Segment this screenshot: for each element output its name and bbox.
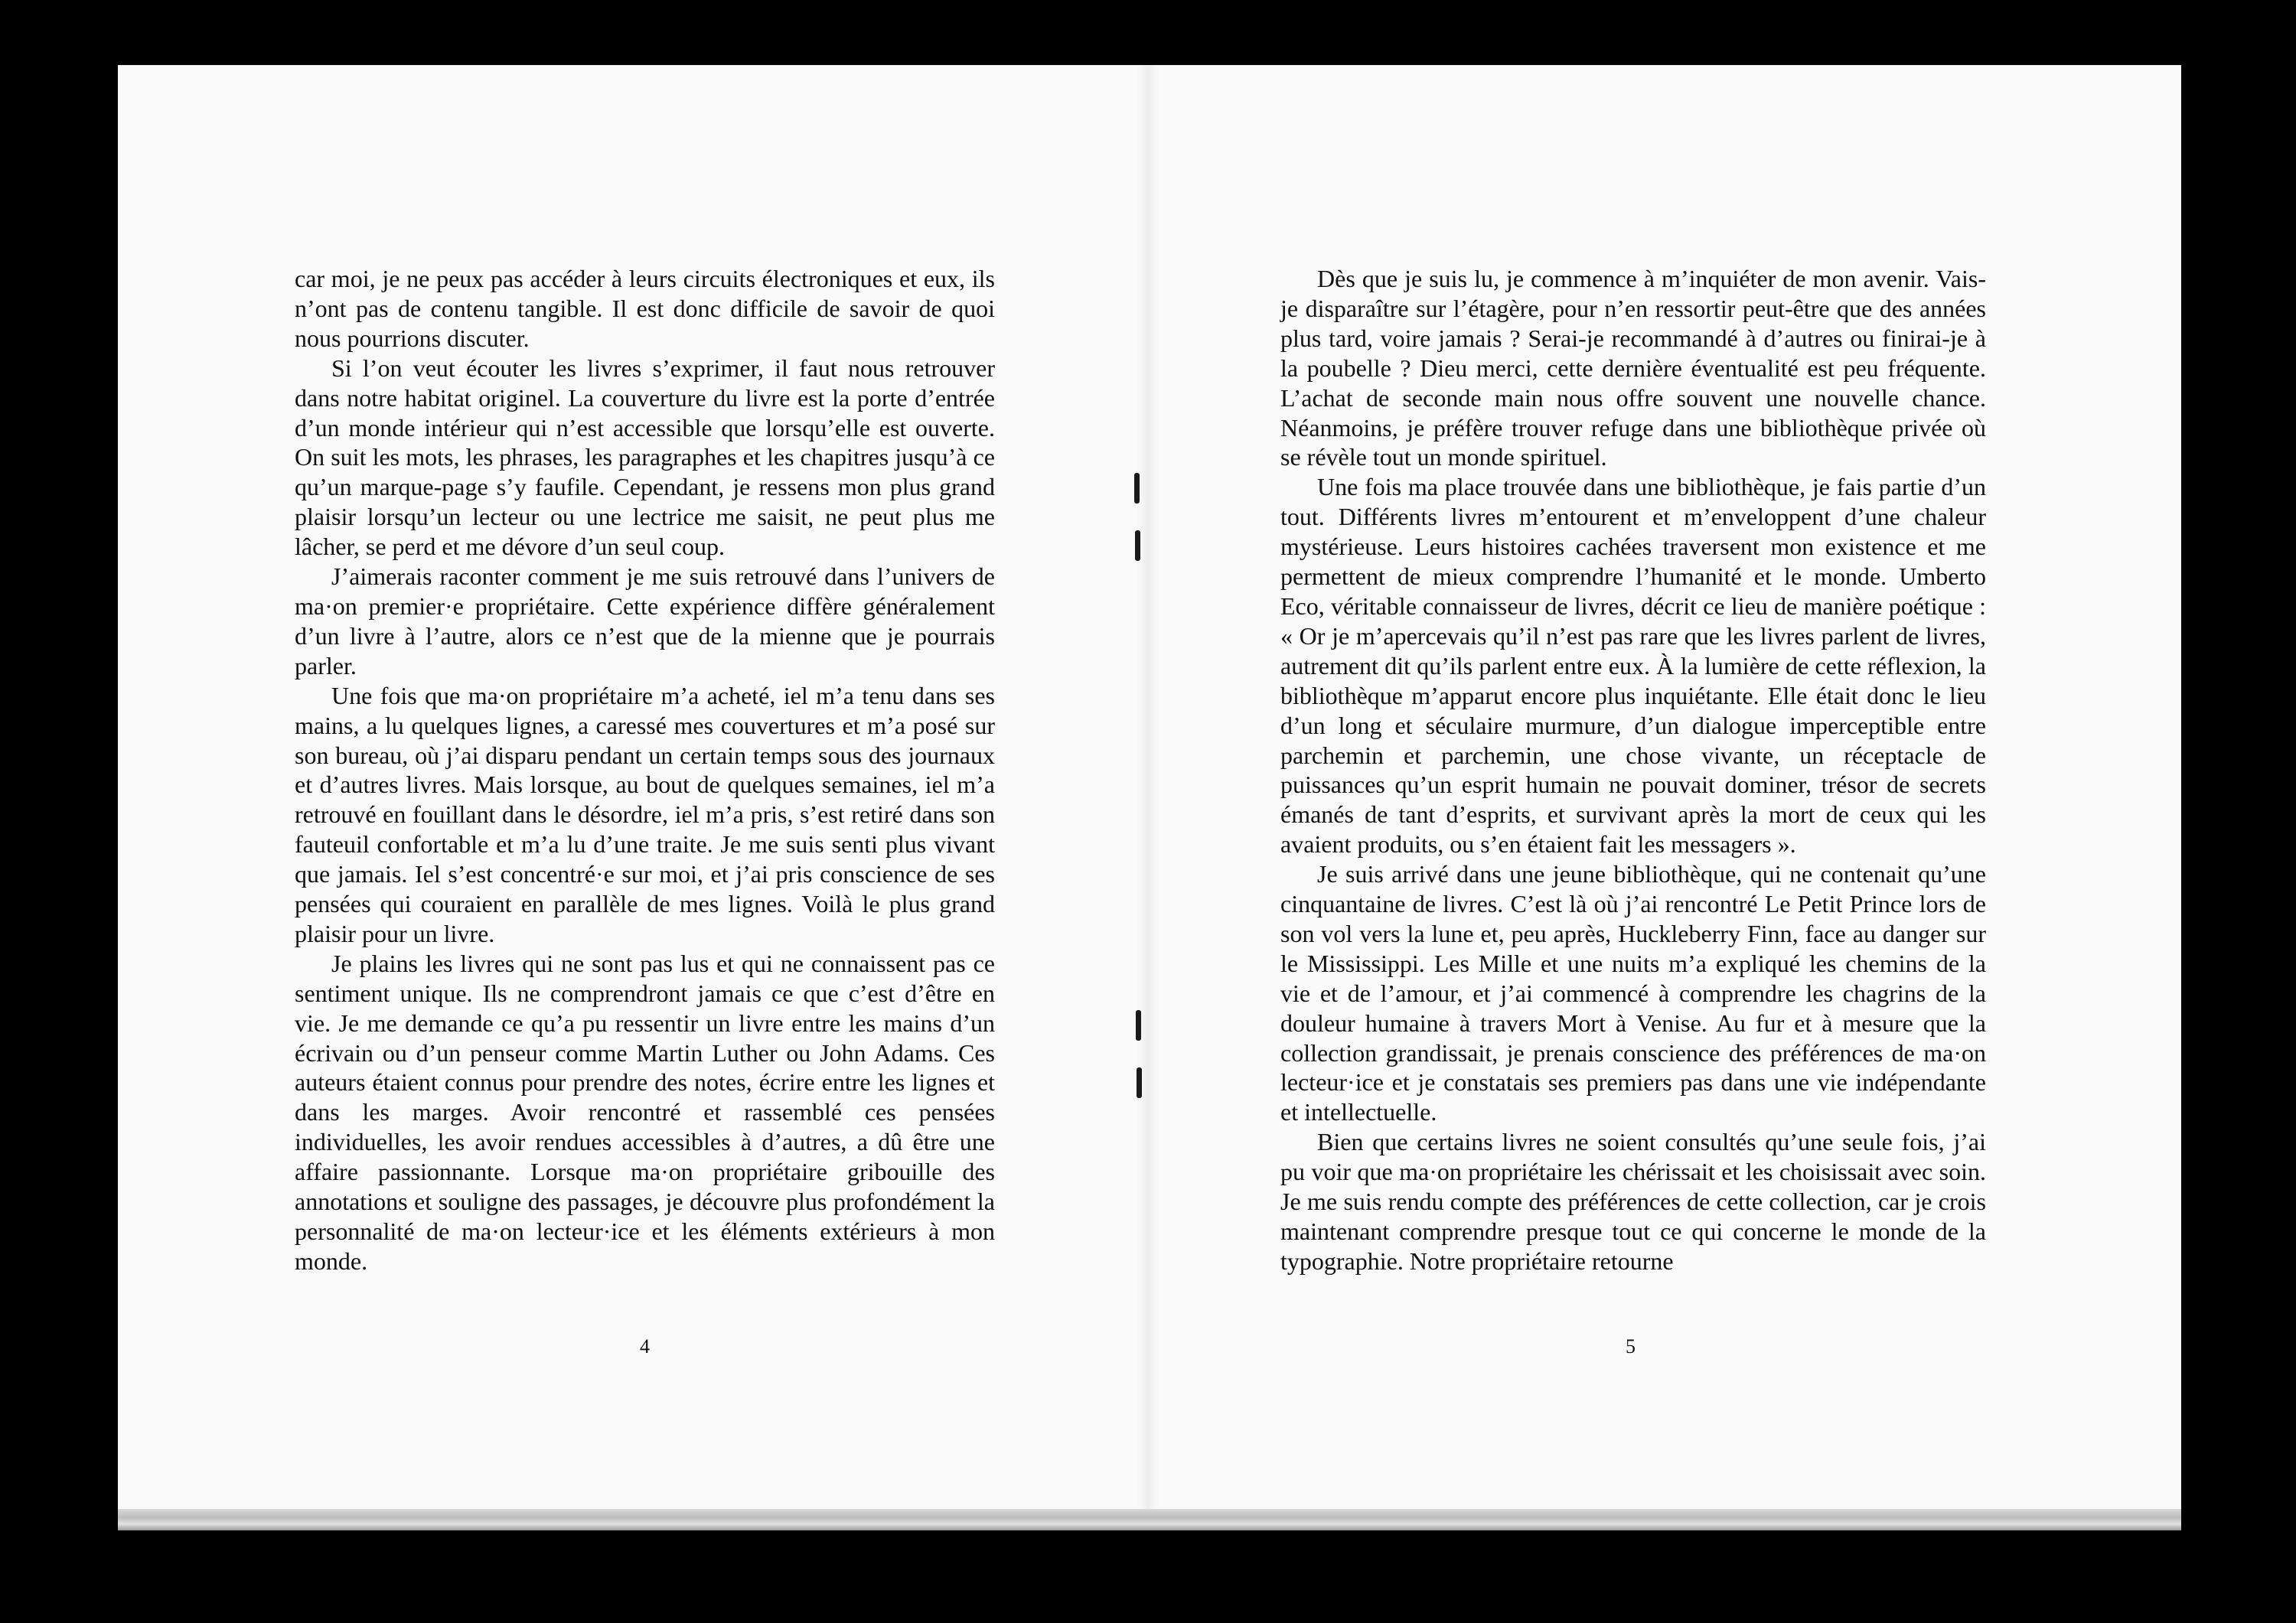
paragraph: Si l’on veut écouter les livres s’exprimer, il faut nous retrouver dans notre habitat originel. La couverture du livre est la porte d’entrée d’un monde intérieur qui n’est accessible que lorsqu’elle est ouverte. On suit les mots, les phrases, les paragraphes et les chapitres jusqu’à ce qu’un marque-page s’y faufile. Cependant, je ressens mon plus grand plaisir lorsqu’un lecteur ou une lectrice me saisit, ne peut plus me lâcher, se perd et me dévore d’un seul coup. [295,354,995,561]
book-gutter [1137,65,1159,1527]
paragraph: car moi, je ne peux pas accéder à leurs circuits électroniques et eux, ils n’ont pas de contenu tangible. Il est donc difficile de savoir de quoi nous pourrions discuter. [295,265,995,352]
staple-top-lower [1135,530,1140,561]
right-page-text [1280,264,1986,1276]
left-page-text [295,264,995,1276]
paragraph: Je suis arrivé dans une jeune bibliothèque, qui ne contenait qu’une cinquantaine de livres. C’est là où j’ai rencontré Le Petit Prince lors de son vol vers la lune et, peu après, Huckleberry Finn, face au danger sur le Mississippi. Les Mille et une nuits m’a expliqué les chemins de la vie et de l’amour, et j’ai commencé à comprendre les chagrins de la douleur humaine à travers Mort à Venise. Au fur et à mesure que la collection grandissait, je prenais conscience des préférences de ma·on lecteur·ice et je constatais ses premiers pas dans une vie indépendante et intellectuelle. [1280,860,1986,1126]
page-bottom-edge [118,1509,2181,1530]
paragraph: J’aimerais raconter comment je me suis retrouvé dans l’univers de ma·on premier·e propriétaire. Cette expérience diffère généralement d’un livre à l’autre, alors ce n’est que de la mienne que je pourrais parler. [295,562,995,680]
paragraph: Je plains les livres qui ne sont pas lus et qui ne connaissent pas ce sentiment unique. Ils ne comprendront jamais ce que c’est d’être en vie. Je me demande ce qu’a pu ressentir un livre entre les mains d’un écrivain ou d’un penseur comme Martin Luther ou John Adams. Ces auteurs étaient connus pour prendre des notes, écrire entre les lignes et dans les marges. Avoir rencontré et rassemblé ces pensées individuelles, les avoir rendues accessibles à d’autres, a dû être une affaire passionnante. Lorsque ma·on propriétaire gribouille des annotations et souligne des passages, je découvre plus profondément la personnalité de ma·on lecteur·ice et les éléments extérieurs à mon monde. [295,949,995,1275]
staple-bottom-upper [1136,1010,1141,1041]
page-number-right: 5 [1626,1335,1636,1357]
page-number-left: 4 [640,1335,650,1357]
staple-bottom-lower [1137,1067,1142,1098]
paragraph: Une fois que ma·on propriétaire m’a acheté, iel m’a tenu dans ses mains, a lu quelques lignes, a caressé mes couvertures et m’a posé sur son bureau, où j’ai disparu pendant un certain temps sous des journaux et d’autres livres. Mais lorsque, au bout de quelques semaines, iel m’a retrouvé en fouillant dans le désordre, iel m’a pris, s’est retiré dans son fauteuil confortable et m’a lu d’une traite. Je me suis senti plus vivant que jamais. Iel s’est concentré·e sur moi, et j’ai pris conscience de ses pensées qui couraient en parallèle de mes lignes. Voilà le plus grand plaisir pour un livre. [295,681,995,947]
paragraph: Dès que je suis lu, je commence à m’inquiéter de mon avenir. Vais-je disparaître sur l’étagère, pour n’en ressortir peut-être que des années plus tard, voire jamais ? Serai-je recommandé à d’autres ou finirai-je à la poubelle ? Dieu merci, cette dernière éventualité est peu fréquente. L’achat de seconde main nous offre souvent une nouvelle chance. Néanmoins, je préfère trouver refuge dans une bibliothèque privée où se révèle tout un monde spirituel. [1280,265,1986,471]
staple-top-upper [1134,473,1140,504]
paragraph: Bien que certains livres ne soient consultés qu’une seule fois, j’ai pu voir que ma·on propriétaire les chérissait et les choisissait avec soin. Je me suis rendu compte des préférences de cette collection, car je crois maintenant comprendre presque tout ce qui concerne le monde de la typographie. Notre propriétaire retourne [1280,1128,1986,1275]
paragraph: Une fois ma place trouvée dans une bibliothèque, je fais partie d’un tout. Différents livres m’entourent et m’enveloppent d’une chaleur mystérieuse. Leurs histoires cachées traversent mon existence et me permettent de mieux comprendre l’humanité et le monde. Umberto Eco, véritable connaisseur de livres, décrit ce lieu de manière poétique : « Or je m’apercevais qu’il n’est pas rare que les livres parlent de livres, autrement dit qu’ils parlent entre eux. À la lumière de cette réflexion, la bibliothèque m’apparut encore plus inquiétante. Elle était donc le lieu d’un long et séculaire murmure, d’un dialogue imperceptible entre parchemin et parchemin, une chose vivante, un réceptacle de puissances qu’un esprit humain ne pouvait dominer, trésor de secrets émanés de tant d’esprits, et survivant après la mort de ceux qui les avaient produits, ou s’en étaient fait les messagers ». [1280,473,1986,859]
